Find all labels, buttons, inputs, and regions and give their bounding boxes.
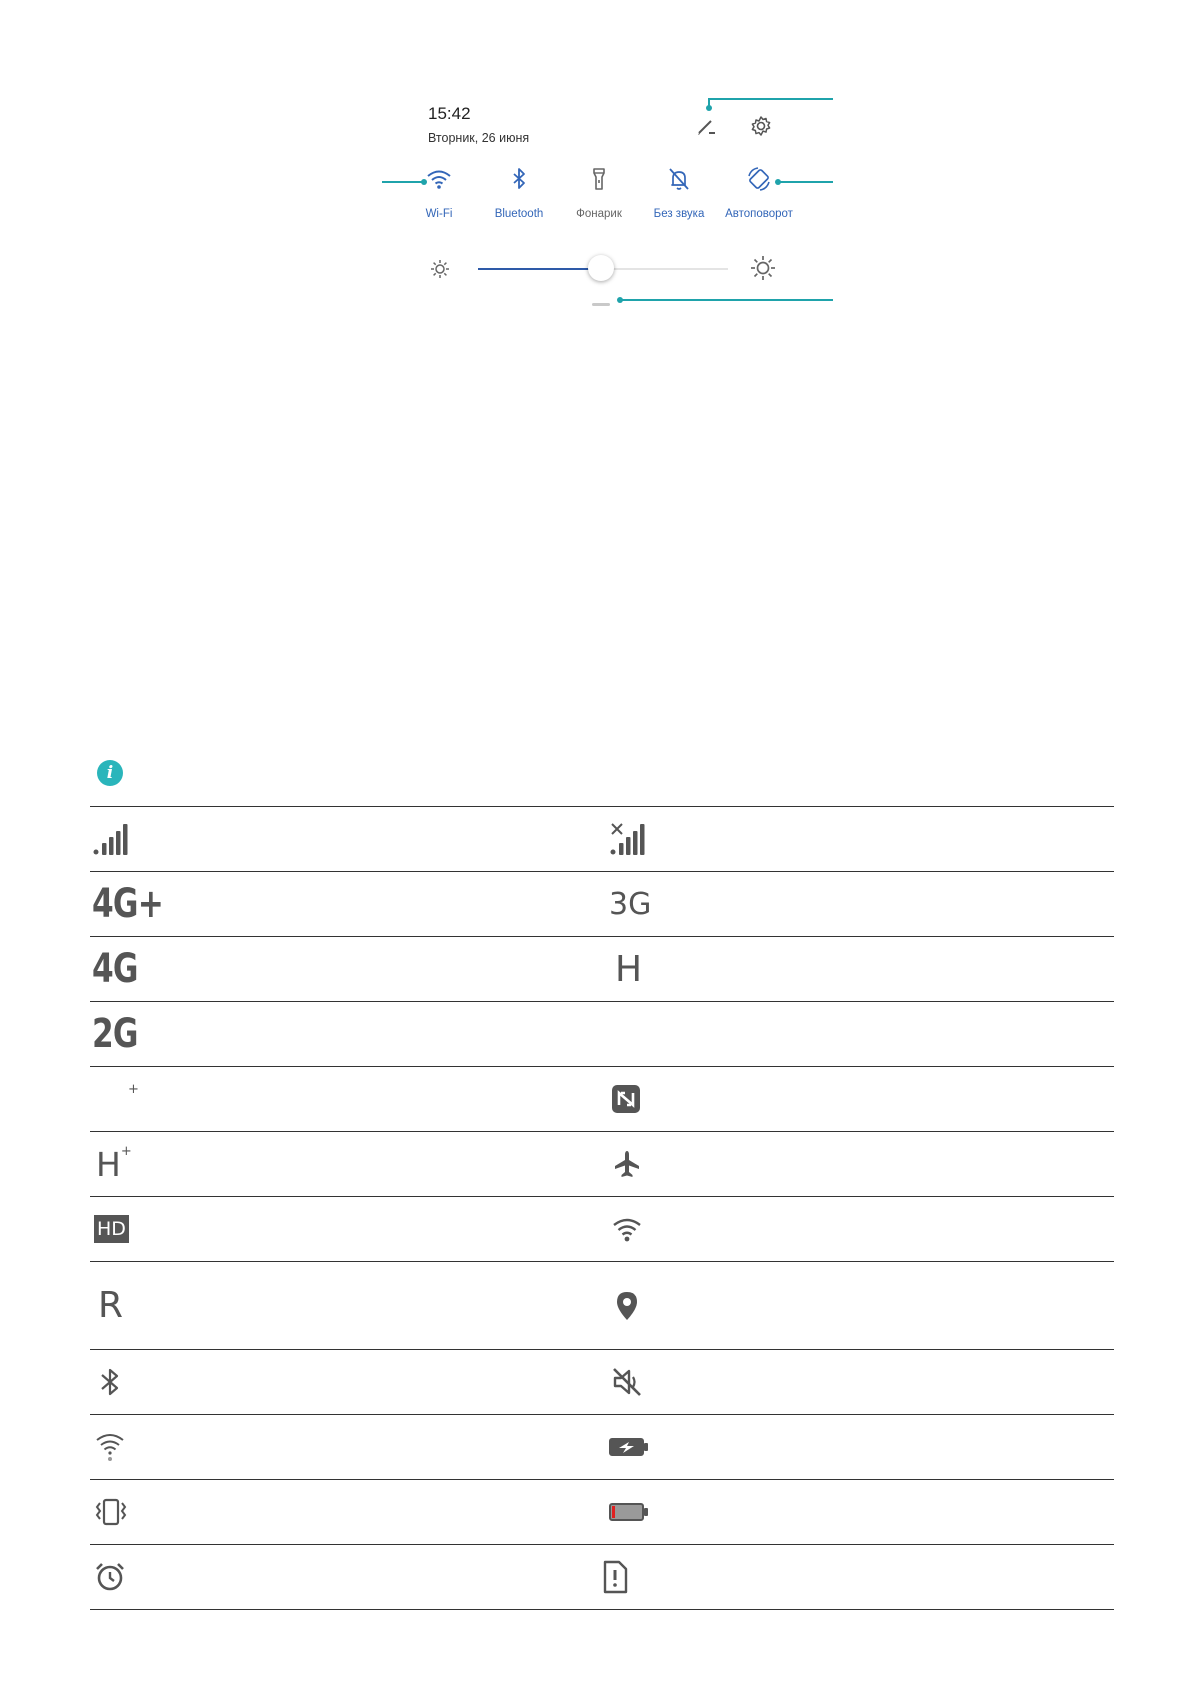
alarm-clock-icon [94, 1561, 126, 1593]
edit-icon[interactable] [691, 111, 721, 141]
toggle-auto-rotate[interactable] [711, 164, 807, 228]
silent-bell-off-icon [664, 164, 694, 194]
network-h-icon: H [615, 948, 643, 990]
panel-drag-handle[interactable] [592, 303, 610, 306]
nfc-icon [611, 1084, 641, 1114]
table-row [90, 1415, 1114, 1480]
network-4g-icon: 4G [92, 946, 138, 992]
sim-alert-icon [601, 1560, 629, 1594]
toggle-label: Без звука [653, 208, 705, 220]
network-3g-icon: 3G [609, 886, 652, 922]
network-4g-plus-icon: 4G+ [92, 881, 164, 927]
airplane-icon [613, 1149, 641, 1179]
signal-strength-icon [92, 822, 128, 856]
table-row [90, 1545, 1114, 1610]
brightness-slider-thumb[interactable] [588, 255, 614, 281]
callout-line [620, 299, 833, 301]
settings-gear-icon[interactable] [746, 111, 776, 141]
auto-rotate-icon [744, 164, 774, 194]
bluetooth-icon [98, 1366, 122, 1398]
flashlight-icon [584, 164, 614, 194]
table-row [90, 872, 1114, 937]
plus-superscript: + [120, 1144, 132, 1159]
network-h-plus-icon: H [96, 1144, 121, 1184]
quick-settings-panel [0, 0, 1191, 340]
toggle-label: Фонарик [576, 208, 622, 220]
callout-dot [706, 105, 712, 111]
roaming-icon: R [98, 1285, 124, 1326]
callout-dot [775, 179, 781, 185]
status-icon-table [90, 806, 1114, 1610]
callout-line [382, 181, 424, 183]
toggle-label: Bluetooth [494, 208, 544, 220]
table-row [90, 807, 1114, 872]
brightness-low-icon [429, 258, 451, 280]
table-row [90, 1197, 1114, 1262]
wifi-icon [424, 164, 454, 194]
bluetooth-icon [504, 164, 534, 194]
callout-dot [421, 179, 427, 185]
table-row [90, 1350, 1114, 1415]
hd-voice-icon: HD [94, 1215, 129, 1243]
toggle-label: Автоповорот [725, 208, 793, 220]
table-row [90, 1132, 1114, 1197]
battery-low-icon [609, 1502, 649, 1522]
callout-dot [617, 297, 623, 303]
clock-date: Вторник, 26 июня [428, 131, 530, 145]
wifi-weak-icon [94, 1432, 126, 1462]
callout-line [778, 181, 833, 183]
table-row [90, 1480, 1114, 1545]
mute-speaker-icon [611, 1366, 643, 1398]
wifi-icon [611, 1215, 643, 1243]
toggle-label: Wi-Fi [425, 208, 453, 220]
callout-line [708, 98, 833, 100]
plus-superscript-icon: + [128, 1081, 139, 1097]
table-row [90, 1262, 1114, 1350]
brightness-slider-fill [478, 268, 601, 270]
table-row [90, 937, 1114, 1002]
location-pin-icon [615, 1290, 639, 1322]
no-signal-icon [609, 822, 647, 856]
table-row [90, 1067, 1114, 1132]
clock-time: 15:42 [428, 104, 471, 123]
vibrate-icon [94, 1497, 128, 1527]
brightness-high-icon [749, 254, 777, 282]
info-icon: i [97, 760, 123, 786]
table-row [90, 1002, 1114, 1067]
network-2g-icon: 2G [92, 1011, 138, 1057]
brightness-slider[interactable] [478, 268, 728, 270]
battery-charging-icon [609, 1437, 649, 1457]
